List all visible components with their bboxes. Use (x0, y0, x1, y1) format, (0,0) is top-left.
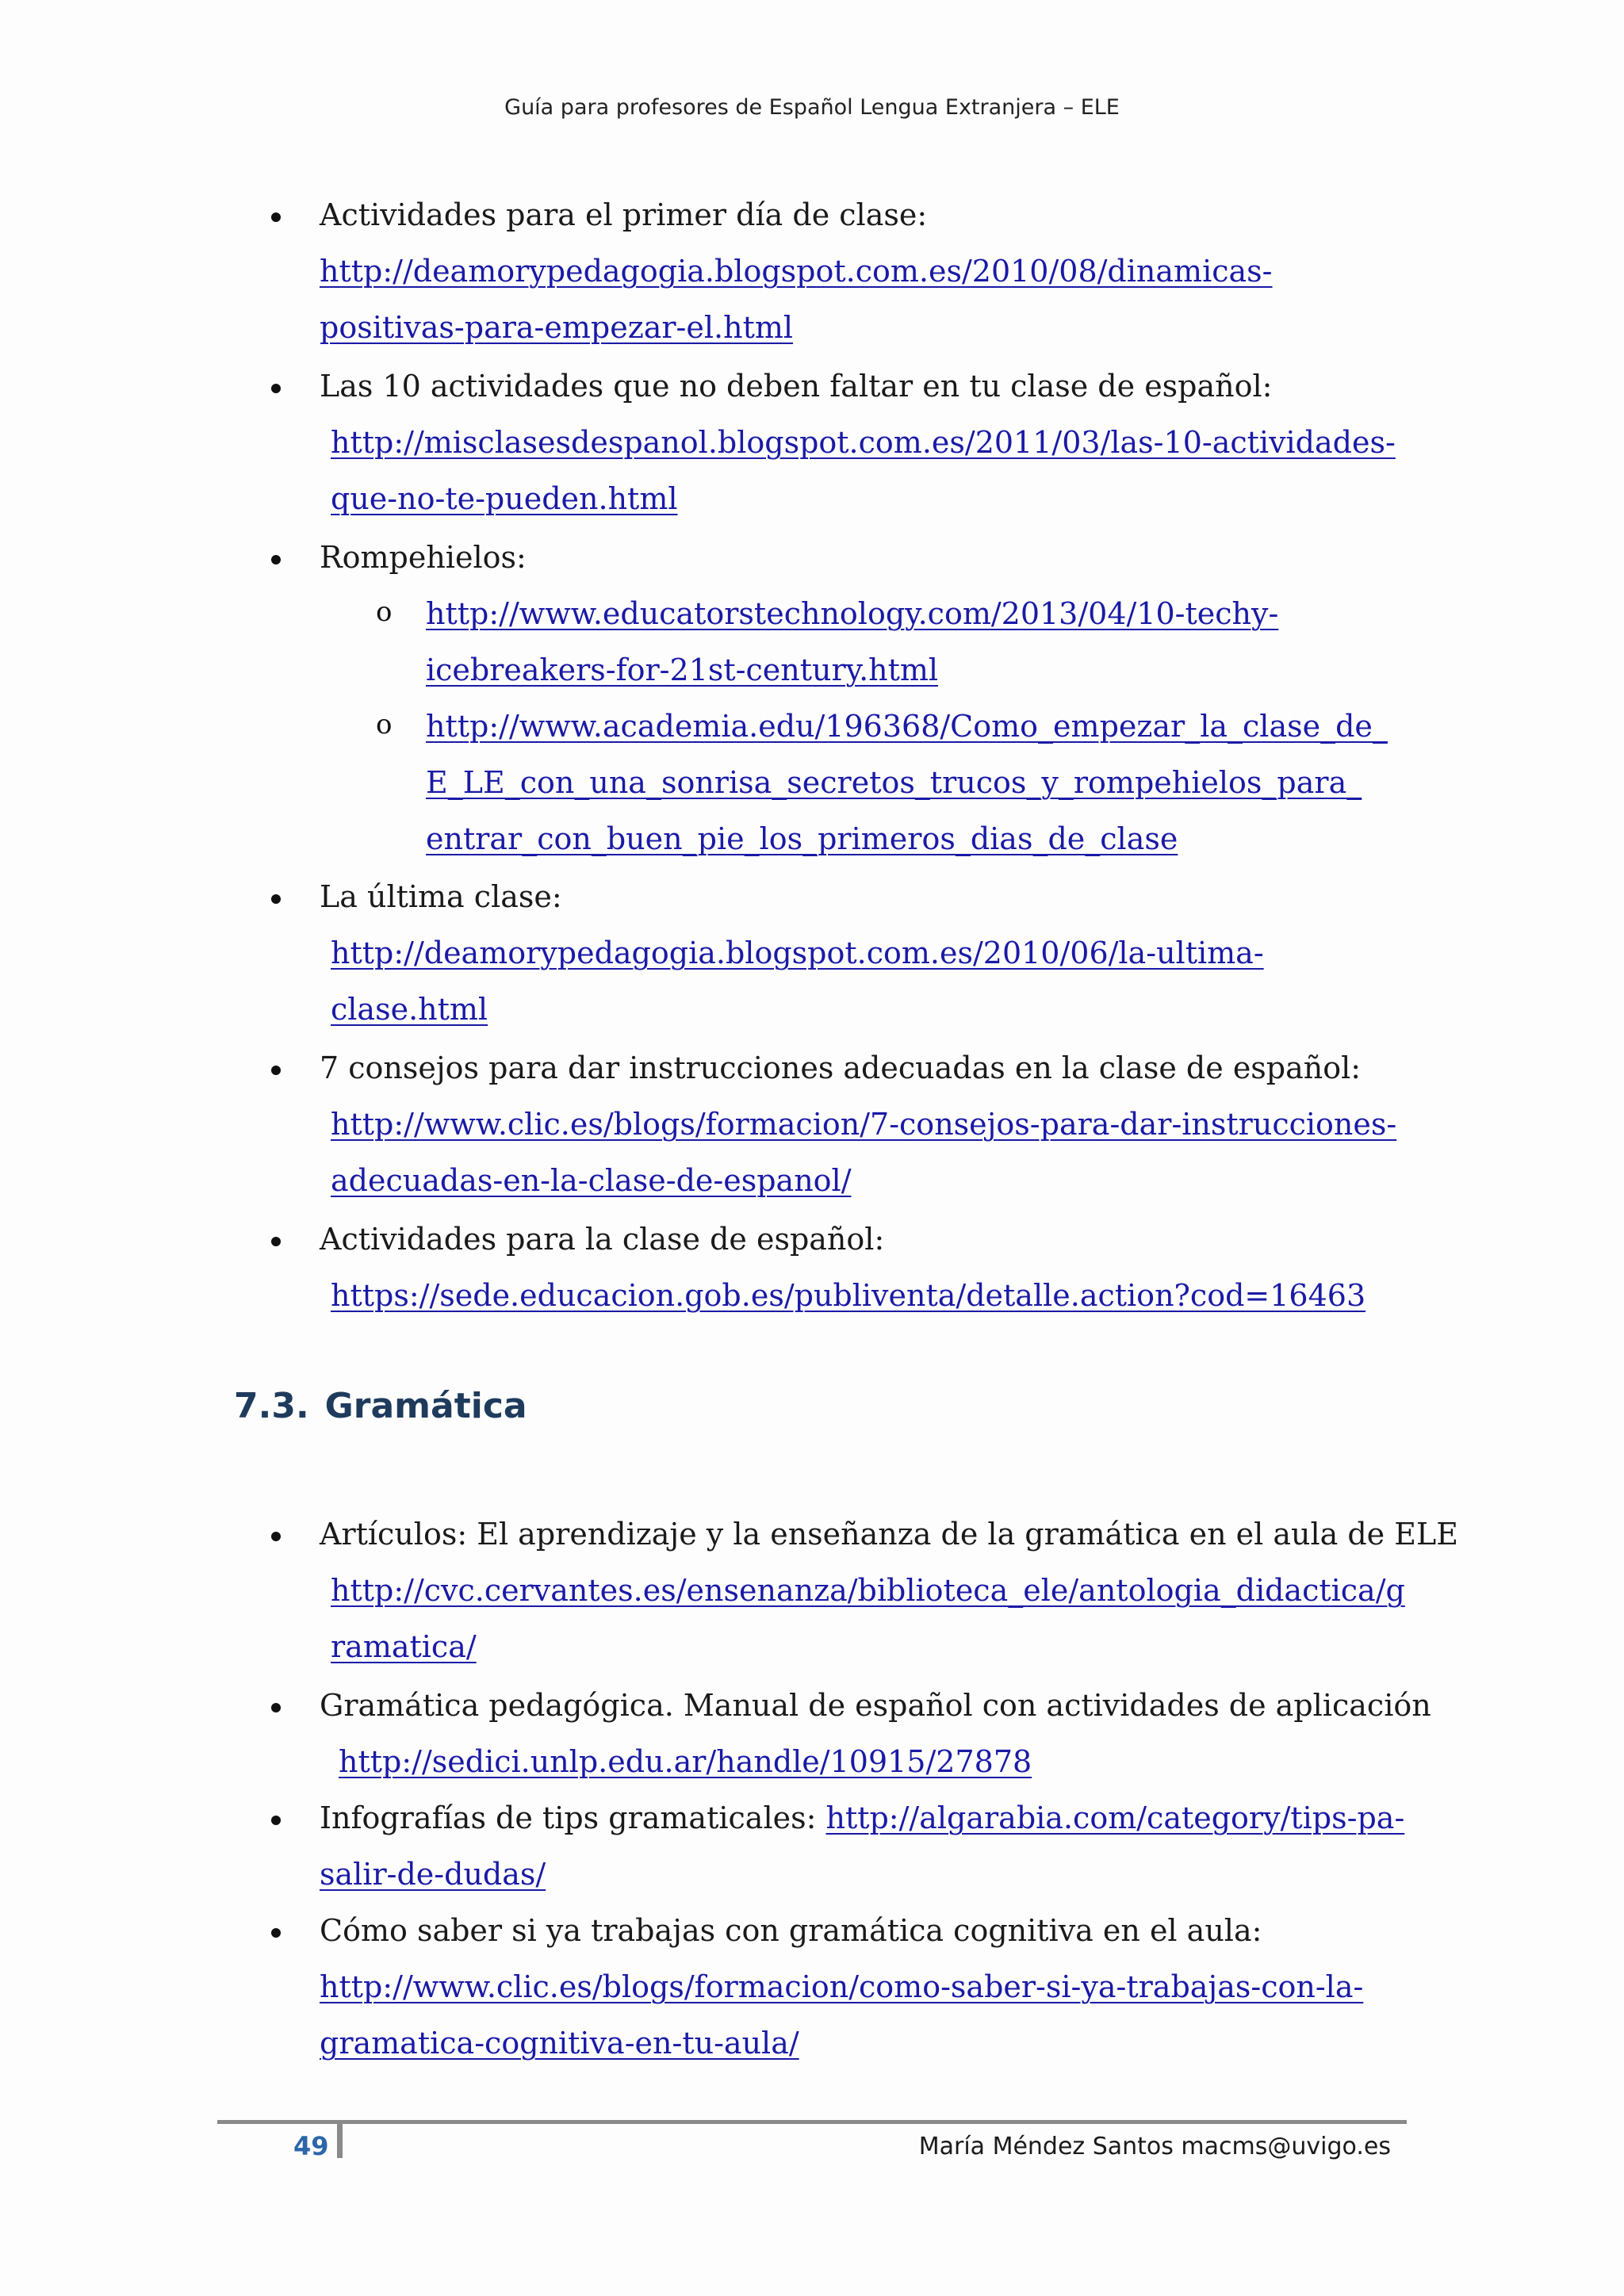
resource-sublink[interactable]: http://www.educatorstechnology.com/2013/04/10-techy- (426, 596, 1279, 631)
resource-link[interactable]: http://misclasesdespanol.blogspot.com.es/2011/03/las-10-actividades- (331, 425, 1396, 460)
resource-sublink-continued[interactable]: icebreakers-for-21st-century.html (426, 652, 939, 687)
circle-bullet-icon: o (376, 709, 393, 740)
resource-label: 7 consejos para dar instrucciones adecuadas en la clase de español: (320, 1050, 1362, 1085)
bullet-icon (271, 555, 281, 564)
resource-label: La última clase: (320, 879, 562, 914)
page-number: 49 (293, 2131, 329, 2161)
grammar-link[interactable]: http://sedici.unlp.edu.ar/handle/10915/27878 (339, 1744, 1032, 1779)
grammar-link-continued[interactable]: salir-de-dudas/ (320, 1857, 546, 1892)
resource-link-continued[interactable]: que-no-te-pueden.html (331, 481, 678, 516)
grammar-link-continued[interactable]: ramatica/ (331, 1629, 477, 1664)
grammar-link[interactable]: http://www.clic.es/blogs/formacion/como-saber-si-ya-trabajas-con-la- (320, 1969, 1364, 2004)
resource-label: Rompehielos: (320, 540, 527, 575)
circle-bullet-icon: o (376, 596, 393, 628)
section-heading (234, 1386, 527, 1426)
bullet-icon (271, 1237, 281, 1246)
bullet-icon (271, 1532, 281, 1541)
resource-label: Las 10 actividades que no deben faltar en tu clase de español: (320, 369, 1273, 404)
bullet-icon (271, 212, 281, 222)
section-number: 7.3. (234, 1386, 309, 1426)
bullet-icon (271, 1066, 281, 1075)
resource-label: Actividades para el primer día de clase: (320, 197, 928, 232)
footer-author: María Méndez Santos macms@uvigo.es (918, 2133, 1391, 2160)
resource-link[interactable]: http://deamorypedagogia.blogspot.com.es/2010/06/la-ultima- (331, 936, 1264, 970)
grammar-label: Cómo saber si ya trabajas con gramática cognitiva en el aula: (320, 1913, 1262, 1948)
running-header: Guía para profesores de Español Lengua Extranjera – ELE (504, 95, 1120, 120)
resource-label: Actividades para la clase de español: (320, 1222, 885, 1257)
grammar-link[interactable]: http://cvc.cervantes.es/ensenanza/biblioteca_ele/antologia_didactica/g (331, 1573, 1405, 1608)
grammar-link-continued[interactable]: gramatica-cognitiva-en-tu-aula/ (320, 2026, 799, 2061)
resource-link-continued[interactable]: positivas-para-empezar-el.html (320, 310, 794, 345)
resource-link-continued[interactable]: adecuadas-en-la-clase-de-espanol/ (331, 1163, 852, 1198)
grammar-item-line (320, 1800, 1405, 1835)
bullet-icon (271, 384, 281, 393)
resource-link[interactable]: https://sede.educacion.gob.es/publiventa/detalle.action?cod=16463 (331, 1278, 1366, 1313)
resource-link[interactable]: http://deamorypedagogia.blogspot.com.es/2010/08/dinamicas- (320, 254, 1273, 289)
bullet-icon (271, 1928, 281, 1938)
footer-rule (217, 2120, 1407, 2124)
bullet-icon (271, 894, 281, 904)
footer-divider (337, 2120, 343, 2158)
bullet-icon (271, 1703, 281, 1712)
section-title: Gramática (324, 1386, 527, 1426)
bullet-icon (271, 1816, 281, 1825)
resource-sublink-continued[interactable]: E_LE_con_una_sonrisa_secretos_trucos_y_rompehielos_para_ (426, 765, 1362, 800)
grammar-label: Gramática pedagógica. Manual de español con actividades de aplicación (320, 1688, 1431, 1723)
resource-link[interactable]: http://www.clic.es/blogs/formacion/7-consejos-para-dar-instrucciones- (331, 1107, 1397, 1142)
grammar-label: Artículos: El aprendizaje y la enseñanza de la gramática en el aula de ELE (320, 1517, 1458, 1552)
resource-sublink[interactable]: http://www.academia.edu/196368/Como_empezar_la_clase_de_ (426, 709, 1388, 744)
grammar-label: Infografías de tips gramaticales: (320, 1800, 826, 1835)
grammar-link[interactable]: http://algarabia.com/category/tips-pa- (825, 1800, 1405, 1835)
resource-link-continued[interactable]: clase.html (331, 992, 488, 1027)
resource-sublink-continued[interactable]: entrar_con_buen_pie_los_primeros_dias_de_clase (426, 821, 1178, 856)
